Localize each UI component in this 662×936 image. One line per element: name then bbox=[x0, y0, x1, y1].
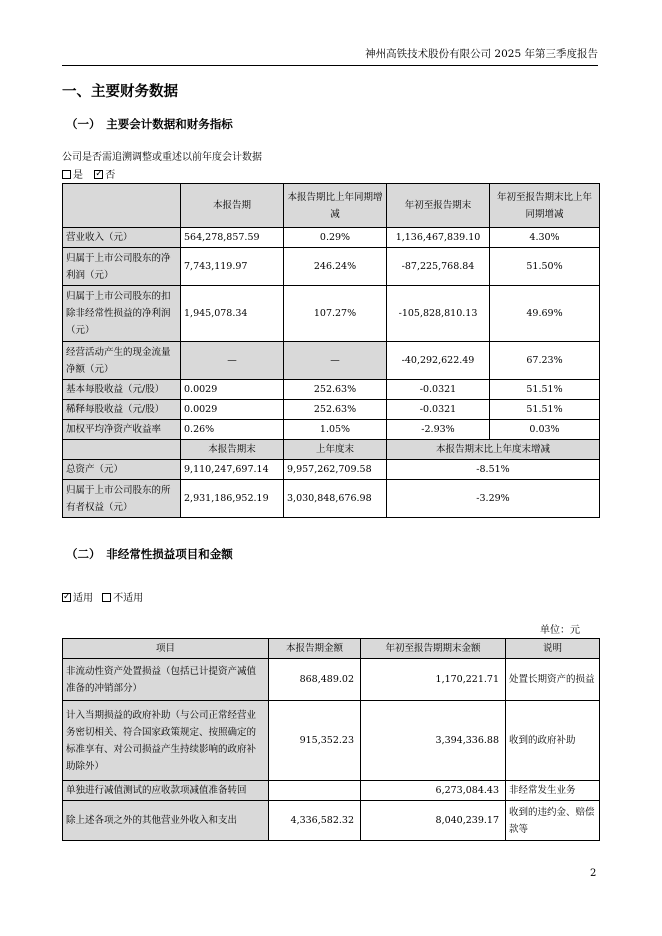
table-header-row bbox=[63, 440, 600, 460]
table-cell: 0.26% bbox=[181, 420, 284, 440]
row-label: 总资产（元） bbox=[63, 460, 181, 480]
row-label: 非流动性资产处置损益（包括已计提资产减值准备的冲销部分） bbox=[63, 659, 269, 701]
table-cell: -0.0321 bbox=[387, 380, 490, 400]
table-row bbox=[63, 659, 600, 701]
row-label: 稀释每股收益（元/股） bbox=[63, 400, 181, 420]
table-row bbox=[63, 460, 600, 480]
row-label: 营业收入（元） bbox=[63, 228, 181, 248]
subsection-2-title: （二） 非经常性损益项目和金额 bbox=[66, 547, 233, 561]
unit-label: 单位：元 bbox=[540, 625, 580, 636]
row-label: 除上述各项之外的其他营业外收入和支出 bbox=[63, 801, 269, 841]
option-applicable-label: 适用 bbox=[73, 593, 93, 604]
table-cell: 4.30% bbox=[490, 228, 600, 248]
table-cell: 2,931,186,952.19 bbox=[181, 480, 284, 518]
table-cell: 3,394,336.88 bbox=[361, 701, 506, 781]
table-cell bbox=[269, 781, 361, 801]
table-header-cell: 本报告期比上年同期增减 bbox=[284, 184, 387, 228]
table-header-cell: 本报告期末比上年度末增减 bbox=[387, 440, 600, 460]
table-cell: 67.23% bbox=[490, 342, 600, 380]
table-cell: 0.03% bbox=[490, 420, 600, 440]
table-cell: 51.51% bbox=[490, 380, 600, 400]
applicability-options bbox=[62, 589, 143, 604]
table-cell: -3.29% bbox=[387, 480, 600, 518]
table-header-cell: 年初至报告期末比上年同期增减 bbox=[490, 184, 600, 228]
table-row bbox=[63, 248, 600, 286]
table-cell: 收到的违约金、赔偿款等 bbox=[506, 801, 600, 841]
table-header-row bbox=[63, 184, 600, 228]
table-header-cell: 项目 bbox=[63, 639, 269, 659]
table-cell: 3,030,848,676.98 bbox=[284, 480, 387, 518]
table-row bbox=[63, 420, 600, 440]
table-cell: 1,136,467,839.10 bbox=[387, 228, 490, 248]
table-cell: 0.0029 bbox=[181, 380, 284, 400]
table-cell: -8.51% bbox=[387, 460, 600, 480]
table-cell: -0.0321 bbox=[387, 400, 490, 420]
table-row bbox=[63, 400, 600, 420]
restatement-options bbox=[62, 166, 115, 181]
subsection-1-title: （一） 主要会计数据和财务指标 bbox=[66, 117, 233, 131]
option-not-applicable-label: 不适用 bbox=[113, 593, 144, 604]
row-label: 单独进行减值测试的应收款项减值准备转回 bbox=[63, 781, 269, 801]
checkbox-no-checked-icon bbox=[94, 170, 103, 179]
table-cell: 246.24% bbox=[284, 248, 387, 286]
table-cell: 252.63% bbox=[284, 400, 387, 420]
table-row bbox=[63, 801, 600, 841]
table-cell: 564,278,857.59 bbox=[181, 228, 284, 248]
table-cell: 107.27% bbox=[284, 286, 387, 342]
table-cell: 915,352.23 bbox=[269, 701, 361, 781]
table-header-cell: 本报告期金额 bbox=[269, 639, 361, 659]
table-cell: -105,828,810.13 bbox=[387, 286, 490, 342]
table-cell: 252.63% bbox=[284, 380, 387, 400]
section-title: 一、主要财务数据 bbox=[62, 84, 178, 100]
table-header-cell: 本报告期末 bbox=[181, 440, 284, 460]
page-header: 神州高铁技术股份有限公司 2025 年第三季度报告 bbox=[62, 46, 598, 66]
table-row bbox=[63, 286, 600, 342]
table-cell: 1,170,221.71 bbox=[361, 659, 506, 701]
table-cell: 1.05% bbox=[284, 420, 387, 440]
non-recurring-items-table bbox=[62, 638, 600, 841]
page-number: 2 bbox=[590, 868, 597, 879]
table-cell: — bbox=[181, 342, 284, 380]
row-label: 归属于上市公司股东的所有者权益（元） bbox=[63, 480, 181, 518]
row-label: 加权平均净资产收益率 bbox=[63, 420, 181, 440]
table-cell: 49.69% bbox=[490, 286, 600, 342]
table-cell: 1,945,078.34 bbox=[181, 286, 284, 342]
table-row bbox=[63, 228, 600, 248]
table-cell: 非经常发生业务 bbox=[506, 781, 600, 801]
table-row bbox=[63, 480, 600, 518]
table-header-cell bbox=[63, 440, 181, 460]
table-header-cell: 本报告期 bbox=[181, 184, 284, 228]
table-row bbox=[63, 781, 600, 801]
table-header-cell: 年初至报告期末 bbox=[387, 184, 490, 228]
table-cell: 51.50% bbox=[490, 248, 600, 286]
table-cell: 4,336,582.32 bbox=[269, 801, 361, 841]
checkbox-not-applicable-icon bbox=[102, 593, 111, 602]
table-cell: 0.0029 bbox=[181, 400, 284, 420]
table-cell: -2.93% bbox=[387, 420, 490, 440]
option-yes-label: 是 bbox=[73, 170, 83, 181]
table-cell: 6,273,084.43 bbox=[361, 781, 506, 801]
table-cell: -40,292,622.49 bbox=[387, 342, 490, 380]
table-header-cell: 上年度末 bbox=[284, 440, 387, 460]
checkbox-applicable-checked-icon bbox=[62, 593, 71, 602]
table-cell: 9,110,247,697.14 bbox=[181, 460, 284, 480]
table-cell: — bbox=[284, 342, 387, 380]
table-row bbox=[63, 342, 600, 380]
table-cell: 51.51% bbox=[490, 400, 600, 420]
table-cell: 7,743,119.97 bbox=[181, 248, 284, 286]
row-label: 基本每股收益（元/股） bbox=[63, 380, 181, 400]
table-row bbox=[63, 701, 600, 781]
row-label: 归属于上市公司股东的净利润（元） bbox=[63, 248, 181, 286]
table-header-cell bbox=[63, 184, 181, 228]
table-cell: 9,957,262,709.58 bbox=[284, 460, 387, 480]
table-cell: 0.29% bbox=[284, 228, 387, 248]
table-header-row bbox=[63, 639, 600, 659]
table-header-cell: 说明 bbox=[506, 639, 600, 659]
table-row bbox=[63, 380, 600, 400]
restatement-note: 公司是否需追溯调整或重述以前年度会计数据 bbox=[62, 152, 262, 163]
row-label: 归属于上市公司股东的扣除非经常性损益的净利润（元） bbox=[63, 286, 181, 342]
table-cell: -87,225,768.84 bbox=[387, 248, 490, 286]
table-header-cell: 年初至报告期期末金额 bbox=[361, 639, 506, 659]
table-cell: 处置长期资产的损益 bbox=[506, 659, 600, 701]
table-cell: 收到的政府补助 bbox=[506, 701, 600, 781]
row-label: 计入当期损益的政府补助（与公司正常经营业务密切相关、符合国家政策规定、按照确定的标准享有、对公司损益产生持续影响的政府补助除外） bbox=[63, 701, 269, 781]
key-financial-data-table bbox=[62, 183, 600, 518]
row-label: 经营活动产生的现金流量净额（元） bbox=[63, 342, 181, 380]
option-no-label: 否 bbox=[105, 170, 116, 181]
checkbox-yes-icon bbox=[62, 170, 71, 179]
table-cell: 868,489.02 bbox=[269, 659, 361, 701]
table-cell: 8,040,239.17 bbox=[361, 801, 506, 841]
